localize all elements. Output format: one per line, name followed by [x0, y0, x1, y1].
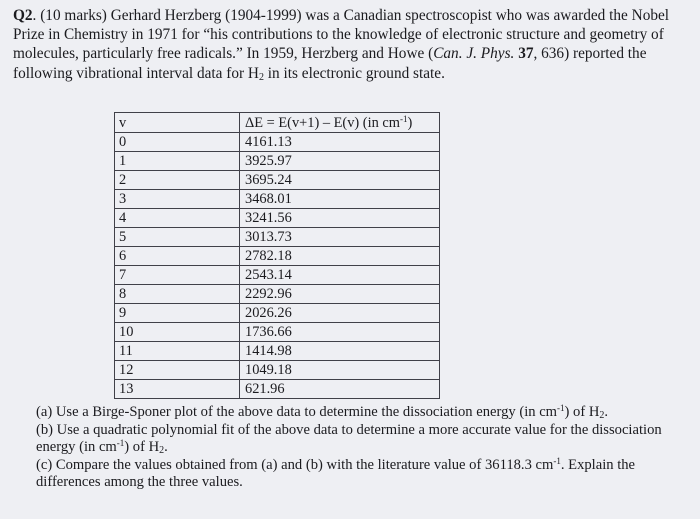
cell-v: 1	[115, 152, 240, 171]
cell-energy: 2782.18	[240, 247, 440, 266]
table-row	[115, 266, 440, 285]
question-intro: Q2. (10 marks) Gerhard Herzberg (1904-1999) was a Canadian spectroscopist who was awarded the Nobel Prize in Chemistry in 1971 for “his contributions to the knowledge of electronic structure and geometry of molecules, particularly free radicals.” In 1959, Herzberg and Howe (Can. J. Phys. 37, 636) reported the following vibrational interval data for $H_2$ in its electronic ground state.	[13, 7, 670, 83]
header-energy: ΔE = E(v+1) – E(v) (in $cm^{-1}$)	[240, 113, 440, 133]
question-number: Q2	[13, 7, 33, 24]
table-row	[115, 190, 440, 209]
part-c: (c) Compare the values obtained from (a) and (b) with the literature value of 36118.3 $cm^{-1}$. Explain the differences among the three values.	[36, 455, 636, 490]
table-row	[115, 247, 440, 266]
cell-energy: 3695.24	[240, 171, 440, 190]
cell-energy: 3468.01	[240, 190, 440, 209]
table-row	[115, 342, 440, 361]
cell-energy: 1414.98	[240, 342, 440, 361]
cell-energy: 1736.66	[240, 323, 440, 342]
question-marks: (10 marks)	[40, 7, 107, 24]
cell-v: 10	[115, 323, 240, 342]
citation-journal: Can. J. Phys.	[433, 45, 515, 63]
cell-v: 8	[115, 285, 240, 304]
vibrational-data-table	[114, 112, 440, 399]
cell-v: 12	[115, 361, 240, 380]
cell-v: 0	[115, 133, 240, 152]
molecule-subscript: 2	[258, 71, 264, 83]
cell-v: 11	[115, 342, 240, 361]
question-parts	[36, 404, 686, 492]
cell-energy: 4161.13	[240, 133, 440, 152]
part-b: (b) Use a quadratic polynomial fit of the above data to determine a more accurate value for the dissociation energy (in $cm^{-1}$) of $H_2$.	[36, 421, 662, 456]
table-row	[115, 171, 440, 190]
table-row	[115, 209, 440, 228]
cell-energy: 3925.97	[240, 152, 440, 171]
cell-v: 4	[115, 209, 240, 228]
table-row	[115, 380, 440, 399]
table-row	[115, 323, 440, 342]
question-text: Gerhard Herzberg (1904-1999) was a Canadian spectroscopist who was awarded the Nobel Prize in Chemistry in 1971 for “his contributions to the knowledge of electronic structure and geometry of molecules, particularly free radicals.” In 1959, Herzberg and Howe (	[13, 7, 670, 63]
cell-energy: 621.96	[240, 380, 440, 399]
table-header-row	[115, 113, 440, 133]
cell-v: 5	[115, 228, 240, 247]
part-a: (a) Use a Birge-Sponer plot of the above data to determine the dissociation energy (in $cm^{-1}$) of $H_2$.	[36, 403, 609, 421]
cell-v: 2	[115, 171, 240, 190]
question-text-3: in its electronic ground state.	[263, 64, 445, 82]
table-row	[115, 304, 440, 323]
table-row	[115, 361, 440, 380]
table-row	[115, 228, 440, 247]
cell-energy: 3013.73	[240, 228, 440, 247]
cell-v: 6	[115, 247, 240, 266]
cell-v: 3	[115, 190, 240, 209]
cell-energy: 3241.56	[240, 209, 440, 228]
question-text-2: reported the following vibrational interval data for H	[13, 45, 647, 82]
table-row	[115, 285, 440, 304]
table-row	[115, 133, 440, 152]
table-row	[115, 152, 440, 171]
cell-v: 9	[115, 304, 240, 323]
citation-pages: , 636)	[533, 45, 570, 63]
cell-energy: 2292.96	[240, 285, 440, 304]
cell-v: 7	[115, 266, 240, 285]
header-v: v	[115, 113, 240, 133]
cell-energy: 1049.18	[240, 361, 440, 380]
cell-energy: 2543.14	[240, 266, 440, 285]
cell-energy: 2026.26	[240, 304, 440, 323]
citation-volume: 37	[518, 45, 534, 63]
cell-v: 13	[115, 380, 240, 399]
